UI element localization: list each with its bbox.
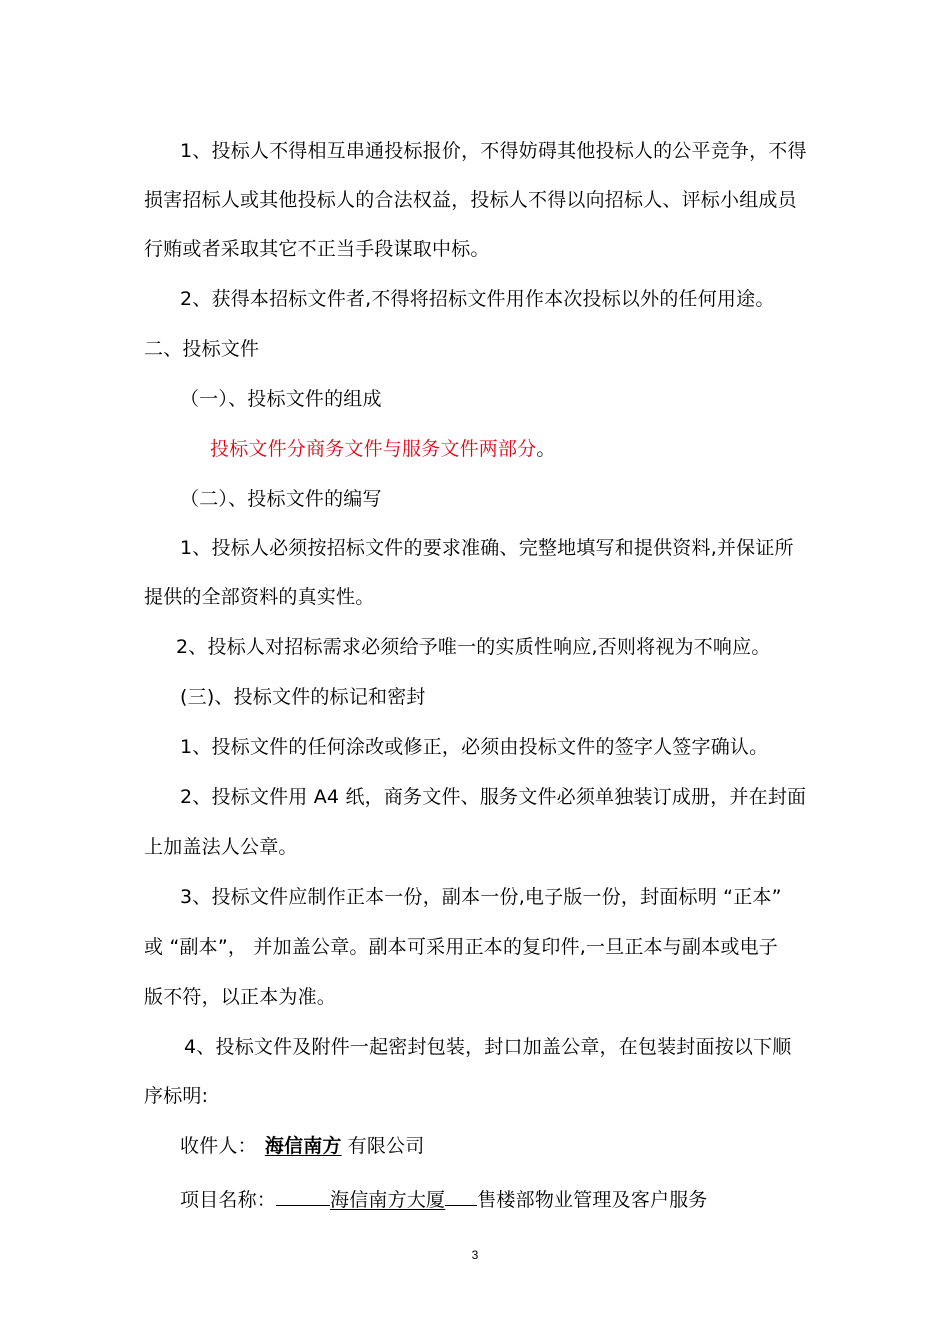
subsection-2-paragraph-1-line-1: 1、投标人必须按招标文件的要求准确、完整地填写和提供资料,并保证所 xyxy=(180,537,794,559)
subsection-3-paragraph-3-line-2: 或 “副本”， 并加盖公章。副本可采用正本的复印件,一旦正本与副本或电子 xyxy=(144,936,779,958)
subsection-3-paragraph-4-line-1: 4、投标文件及附件一起密封包装，封口加盖公章，在包装封面按以下顺 xyxy=(184,1036,792,1058)
subsection-3-paragraph-3-line-1: 3、投标文件应制作正本一份，副本一份,电子版一份，封面标明 “正本” xyxy=(180,886,782,908)
project-label: 项目名称： xyxy=(180,1189,277,1211)
recipient-line xyxy=(144,1133,850,1159)
project-line xyxy=(144,1183,850,1213)
section-2-heading: 二、投标文件 xyxy=(144,338,260,360)
subsection-3-paragraph-1: 1、投标文件的任何涂改或修正，必须由投标文件的签字人签字确认。 xyxy=(180,736,769,758)
subsection-3-paragraph-4-line-2: 序标明: xyxy=(144,1085,209,1107)
project-name: 海信南方大厦 xyxy=(330,1189,446,1211)
page-number: 3 xyxy=(471,1248,479,1262)
recipient-name: 海信南方 xyxy=(264,1135,342,1157)
subsection-1-heading: （一）、投标文件的组成 xyxy=(180,388,382,410)
highlighted-text: 投标文件分商务文件与服务文件两部分 xyxy=(210,438,537,460)
subsection-2-paragraph-1-line-2: 提供的全部资料的真实性。 xyxy=(144,586,375,608)
subsection-3-heading: (三)、投标文件的标记和密封 xyxy=(180,686,426,708)
subsection-3-paragraph-2-line-2: 上加盖法人公章。 xyxy=(144,836,298,858)
recipient-suffix: 有限公司 xyxy=(347,1135,425,1157)
paragraph-1-line-3: 行贿或者采取其它不正当手段谋取中标。 xyxy=(144,238,490,260)
subsection-3-paragraph-3-line-3: 版不符，以正本为准。 xyxy=(144,986,337,1008)
project-blank-left xyxy=(276,1183,330,1206)
paragraph-1-line-2: 损害招标人或其他投标人的合法权益，投标人不得以向招标人、评标小组成员 xyxy=(144,189,797,211)
project-suffix: 售楼部物业管理及客户服务 xyxy=(477,1189,708,1211)
period: 。 xyxy=(536,438,556,460)
subsection-3-paragraph-2-line-1: 2、投标文件用 A4 纸，商务文件、服务文件必须单独装订成册，并在封面 xyxy=(180,786,807,808)
recipient-label: 收件人： xyxy=(180,1135,257,1157)
project-blank-right xyxy=(445,1183,477,1206)
subsection-1-body xyxy=(144,436,880,462)
paragraph-1-line-1: 1、投标人不得相互串通投标报价，不得妨碍其他投标人的公平竞争，不得 xyxy=(180,140,807,162)
subsection-2-heading: （二）、投标文件的编写 xyxy=(180,488,382,510)
paragraph-2: 2、获得本招标文件者,不得将招标文件用作本次投标以外的任何用途。 xyxy=(180,288,775,310)
subsection-2-paragraph-2: 2、投标人对招标需求必须给予唯一的实质性响应,否则将视为不响应。 xyxy=(176,636,771,658)
